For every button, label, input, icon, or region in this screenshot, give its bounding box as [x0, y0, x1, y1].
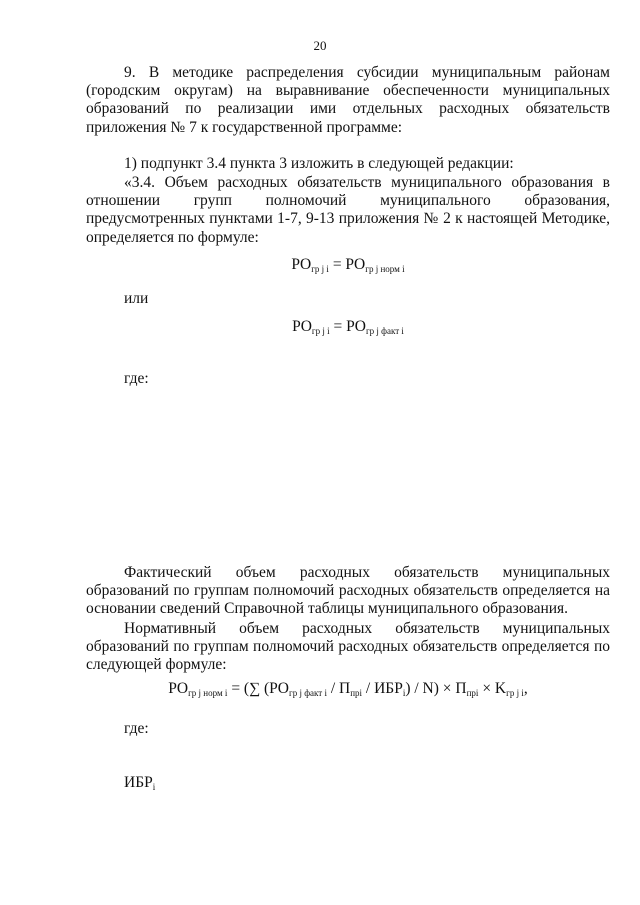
or-label: или — [124, 290, 149, 307]
def-ibr: $ИБР_i$ — [124, 774, 156, 792]
formula-2: $PO_{гр j i} = PO_{гр j факт i}$ — [292, 318, 404, 336]
paragraph-fact: Фактический объем расходных обязательств муниципальных образований по группам полномочий расходных обязательств определяется на основании сведений Справочной таблицы муниципального образования. — [86, 564, 610, 618]
paragraph-subitem: 1) подпункт 3.4 пункта 3 изложить в следующей редакции: — [124, 155, 514, 172]
formula-3: $PO_{гр j норм i}$ = (∑ $(PO_{гр j факт i} / П_{прi} / ИБР_i) / N) \times П_{прi} \times K_{гр j i}$, — [168, 680, 528, 698]
formula-1: $PO_{гр j i} = PO_{гр j норм i}$ — [291, 256, 405, 274]
paragraph-3-4: «3.4. Объем расходных обязательств муниципального образования в отношении групп полномочий муниципального образования, предусмотренных пунктами 1-7, 9-13 приложения № 2 к настоящей Методике, определяется по формуле: — [86, 174, 610, 246]
where-label-2: где: — [124, 720, 149, 737]
where-label: где: — [124, 370, 149, 387]
page-number: 20 — [313, 38, 327, 53]
paragraph-norm: Нормативный объем расходных обязательств муниципальных образований по группам полномочий расходных обязательств определяется по следующей формуле: — [86, 620, 610, 674]
def-ibr-symbol: ИБР — [124, 774, 153, 791]
paragraph-intro: 9. В методике распределения субсидии муниципальным районам (городским округам) на выравнивание обеспеченности муниципальных образований по реализации ими отдельных расходных обязательств приложения № 7 к государственной программе: — [86, 64, 610, 136]
